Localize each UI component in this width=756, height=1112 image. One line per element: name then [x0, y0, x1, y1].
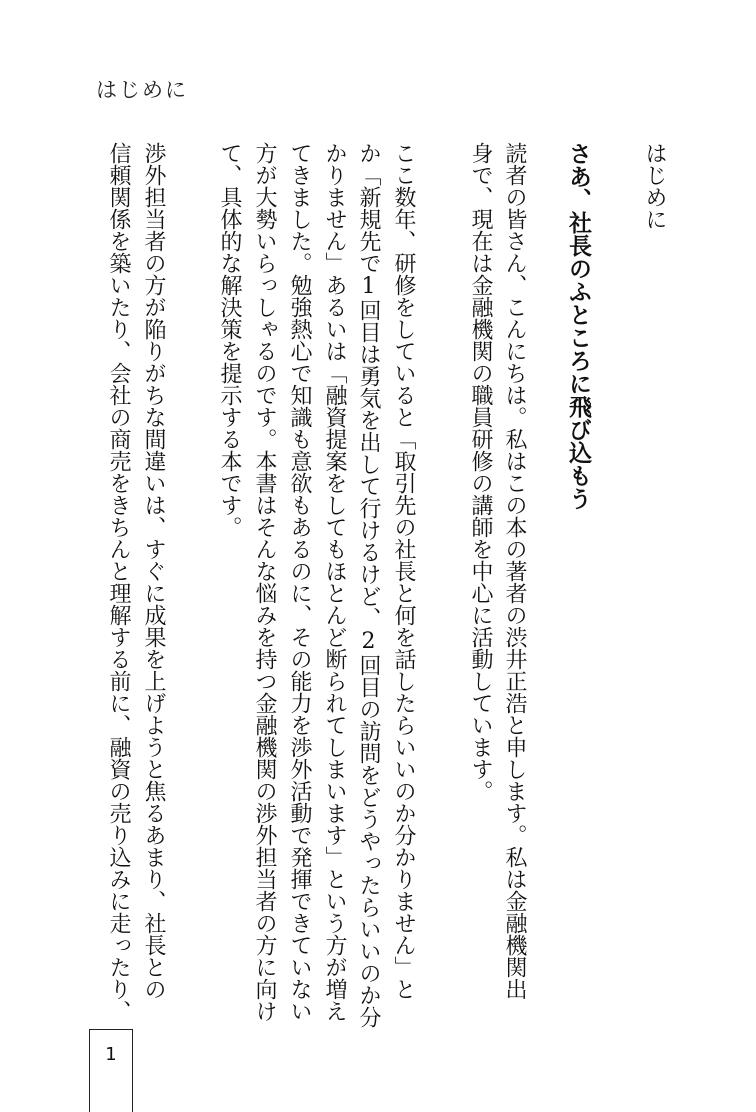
- page-number-box: [89, 1029, 133, 1112]
- section-title: さあ、社長のふところに飛び込もう: [565, 142, 591, 510]
- body-line-3: ここ数年、研修をしていると「取引先の社長と何を話したらいいのか分かりません」と: [391, 142, 416, 1000]
- body-line-2: 身で、現在は金融機関の職員研修の講師を中心に活動しています。: [468, 142, 493, 802]
- chapter-title: はじめに: [642, 142, 667, 230]
- body-line-8: て、具体的な解決策を提示する本です。: [217, 142, 242, 538]
- page-number: 1: [105, 1044, 117, 1065]
- body-line-7: 方が大勢いらっしゃるのです。本書はそんな悩みを持つ金融機関の渉外担当者の方に向け: [252, 142, 277, 1022]
- running-header: はじめに: [96, 78, 188, 102]
- body-line-10: 信頼関係を築いたり、会社の商売をきちんと理解する前に、融資の売り込みに走ったり、: [106, 142, 131, 1022]
- body-line-4: か「新規先で1回目は勇気を出して行けるけど、2回目の訪問をどうやったらいいのか分: [356, 142, 381, 1028]
- body-line-5: かりません」あるいは「融資提案をしてもほとんど断られてしまいます」という方が増え: [322, 142, 347, 1022]
- body-line-6: てきました。勉強熱心で知識も意欲もあるのに、その能力を渉外活動で発揮できていない: [287, 142, 312, 1022]
- body-line-1: 読者の皆さん、こんにちは。私はこの本の著者の渋井正浩と申します。私は金融機関出: [502, 142, 527, 1000]
- body-line-9: 渉外担当者の方が陥りがちな間違いは、すぐに成果を上げようと焦るあまり、社長との: [141, 142, 166, 1000]
